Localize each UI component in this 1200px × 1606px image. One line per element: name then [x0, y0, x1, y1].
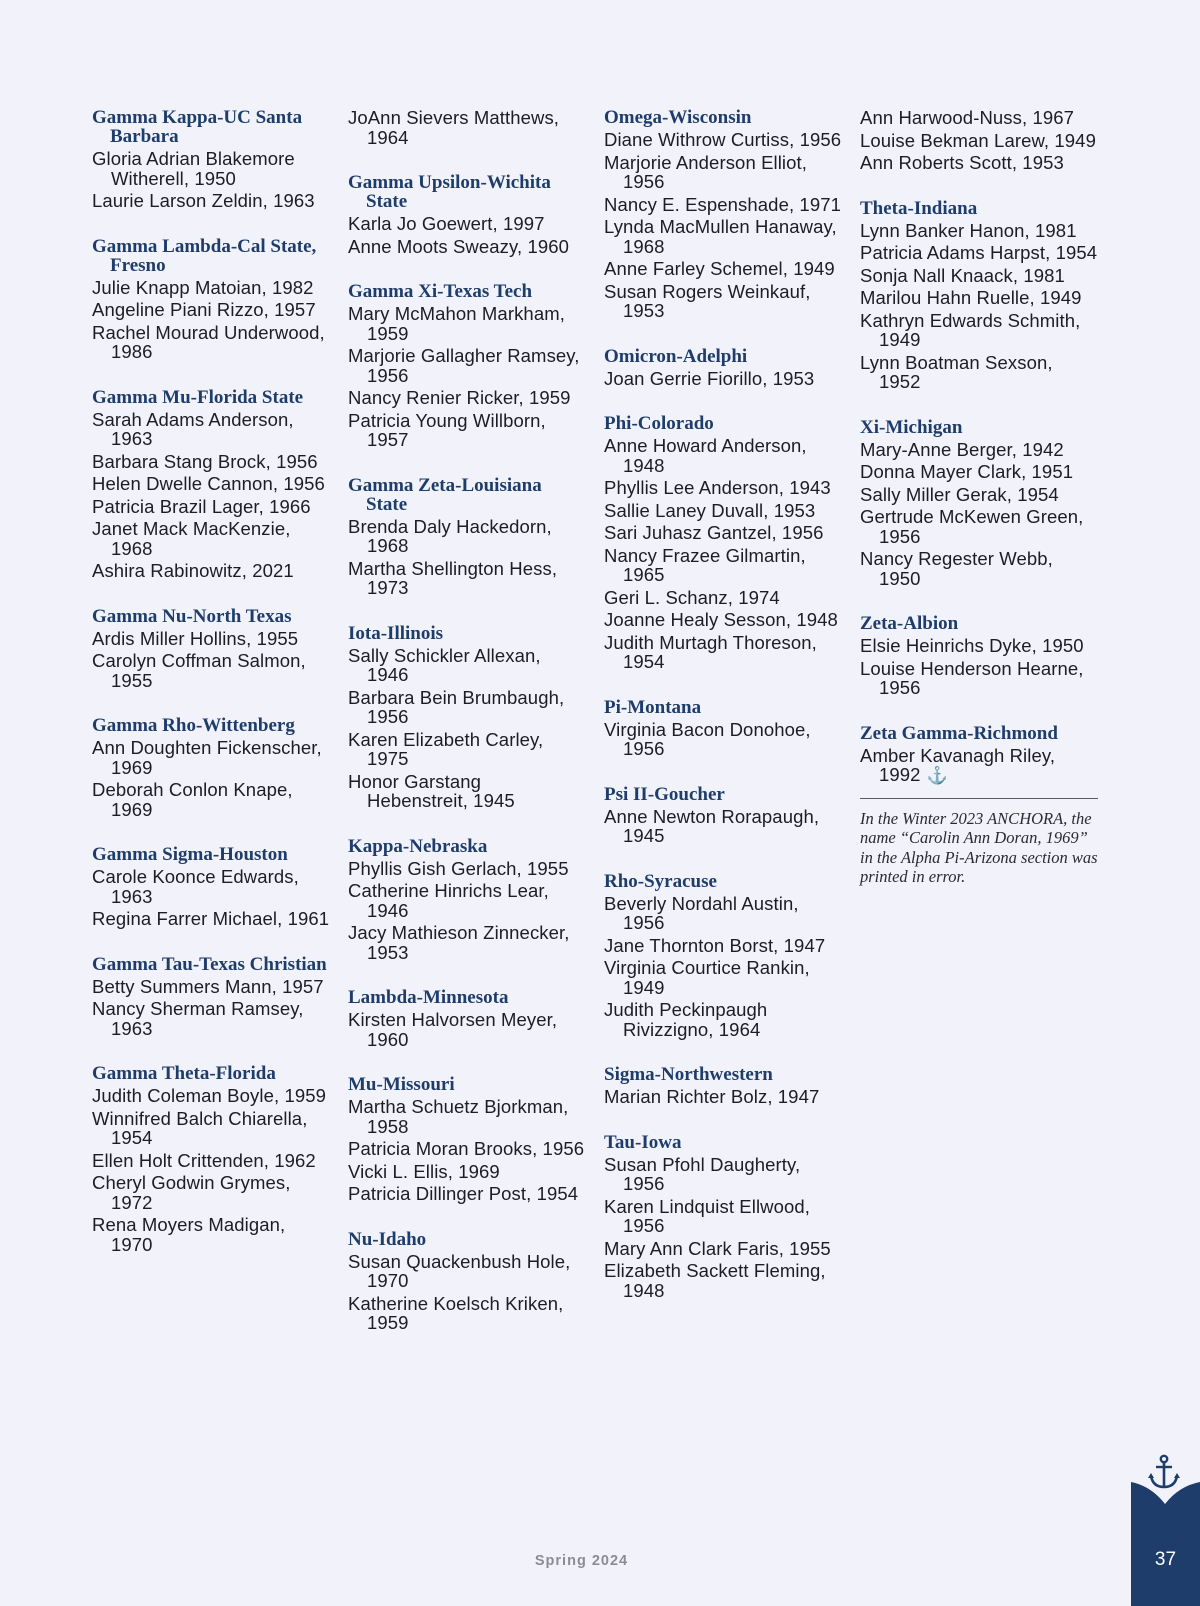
member-entry [604, 1239, 842, 1259]
section-pi-montana [604, 698, 842, 759]
member-entry [92, 561, 330, 581]
member-entry [604, 369, 842, 389]
member-name: Janet Mack MacKenzie, 1968 [92, 518, 291, 559]
member-name: Diane Withrow Curtiss, 1956 [604, 129, 842, 150]
member-name: Patricia Moran Brooks, 1956 [348, 1138, 585, 1159]
member-entry [860, 221, 1098, 241]
member-entry [348, 517, 586, 556]
chapter-heading: Zeta Gamma-Richmond [860, 722, 1058, 744]
member-entry [348, 411, 586, 450]
member-entry [604, 1087, 842, 1107]
member-name: Vicki L. Ellis, 1969 [348, 1160, 500, 1182]
member-name: Marilou Hahn Ruelle, 1949 [860, 287, 1082, 308]
section-gamma-lambda-cal-state-fresno [92, 237, 330, 362]
member-entry [92, 999, 330, 1038]
anchor-icon: ⚓ [926, 766, 948, 785]
member-entry [860, 288, 1098, 308]
member-name: Regina Farrer Michael, 1961 [92, 908, 330, 929]
member-name: Ashira Rabinowitz, 2021 [92, 560, 294, 581]
member-name: Louise Bekman Larew, 1949 [860, 129, 1096, 151]
member-name: Donna Mayer Clark, 1951 [860, 461, 1074, 482]
member-entry [348, 559, 586, 598]
member-name: Jacy Mathieson Zinnecker, 1953 [348, 922, 570, 963]
member-name: Anne Moots Sweazy, 1960 [348, 235, 570, 257]
member-entry [348, 388, 586, 408]
member-name: Karla Jo Goewert, 1997 [348, 213, 545, 234]
member-entry [604, 807, 842, 846]
member-entry [348, 304, 586, 343]
member-name: Nancy Sherman Ramsey, 1963 [92, 998, 304, 1039]
member-name: Karen Elizabeth Carley, 1975 [348, 728, 544, 769]
member-entry [604, 478, 842, 498]
section-gamma-zeta-louisiana-state [348, 476, 586, 598]
chapter-heading: Gamma Rho-Wittenberg [92, 715, 295, 736]
member-name: Rachel Mourad Underwood, 1986 [92, 321, 325, 362]
member-name: Julie Knapp Matoian, 1982 [92, 276, 314, 298]
member-name: Cheryl Godwin Grymes, 1972 [92, 1172, 291, 1213]
member-name: Sarah Adams Anderson, 1963 [92, 408, 294, 449]
member-entry [348, 237, 586, 257]
section-gamma-xi-texas-tech [348, 282, 586, 450]
chapter-heading: Zeta-Albion [860, 613, 959, 634]
member-name: Phyllis Gish Gerlach, 1955 [348, 857, 569, 879]
column-3 [604, 108, 842, 1303]
section-lambda-minnesota [348, 988, 586, 1049]
member-name: Marian Richter Bolz, 1947 [604, 1086, 820, 1107]
member-name: Judith Coleman Boyle, 1959 [92, 1085, 326, 1106]
chapter-heading: Gamma Mu-Florida State [92, 386, 304, 408]
member-entry [348, 923, 586, 962]
member-entry [860, 353, 1098, 392]
member-name: Sally Miller Gerak, 1954 [860, 483, 1059, 505]
member-entry [604, 259, 842, 279]
section-gamma-upsilon-wichita-state [348, 173, 586, 256]
chapter-heading: Pi-Montana [604, 696, 702, 718]
member-name: Elsie Heinrichs Dyke, 1950 [860, 635, 1084, 656]
member-entry [604, 436, 842, 475]
section-nu-idaho [348, 1230, 586, 1333]
member-entry [92, 867, 330, 906]
member-entry [604, 1000, 842, 1039]
column-4 [860, 108, 1098, 887]
member-name: Kirsten Halvorsen Meyer, 1960 [348, 1009, 558, 1050]
chapter-heading: Iota-Illinois [348, 622, 444, 644]
member-name: Elizabeth Sackett Fleming, 1948 [604, 1260, 826, 1301]
member-entry [860, 108, 1098, 128]
chapter-heading: Theta-Indiana [860, 197, 978, 219]
member-entry [92, 1215, 330, 1254]
section-zeta-gamma-richmond [860, 724, 1098, 786]
member-name: Mary-Anne Berger, 1942 [860, 438, 1064, 460]
member-entry [92, 1151, 330, 1171]
member-name: Catherine Hinrichs Lear, 1946 [348, 880, 549, 921]
member-name: Ann Roberts Scott, 1953 [860, 152, 1064, 173]
section-sigma-northwestern [604, 1065, 842, 1107]
member-name: Katherine Koelsch Kriken, 1959 [348, 1292, 564, 1333]
member-entry [92, 149, 330, 188]
member-entry [92, 1173, 330, 1212]
member-entry [604, 546, 842, 585]
member-name: Ardis Miller Hollins, 1955 [92, 627, 299, 649]
member-name: JoAnn Sievers Matthews, 1964 [348, 107, 560, 148]
member-entry [860, 659, 1098, 698]
column-4-list [860, 108, 1098, 786]
member-entry [860, 636, 1098, 656]
chapter-heading: Omega-Wisconsin [604, 107, 752, 128]
member-name: Virginia Courtice Rankin, 1949 [604, 957, 810, 998]
member-name: Anne Farley Schemel, 1949 [604, 258, 835, 279]
member-entry [860, 549, 1098, 588]
chapter-heading: Gamma Nu-North Texas [92, 605, 292, 627]
member-name: Patricia Brazil Lager, 1966 [92, 495, 311, 517]
chapter-heading: Psi II-Goucher [604, 783, 725, 805]
member-name: Susan Rogers Weinkauf, 1953 [604, 280, 811, 321]
member-entry [92, 452, 330, 472]
member-entry [860, 243, 1098, 263]
member-entry [604, 523, 842, 543]
member-entry [92, 909, 330, 929]
member-entry [92, 497, 330, 517]
member-name: Susan Quackenbush Hole, 1970 [348, 1250, 571, 1291]
chapter-heading: Xi-Michigan [860, 416, 963, 438]
member-name: Phyllis Lee Anderson, 1943 [604, 477, 831, 498]
member-name: Carole Koonce Edwards, 1963 [92, 866, 299, 907]
section-phi-colorado [604, 414, 842, 672]
member-entry [348, 108, 586, 147]
member-entry [604, 282, 842, 321]
section-rho-syracuse [604, 872, 842, 1040]
member-name: Lynda MacMullen Hanaway, 1968 [604, 216, 837, 257]
section-gamma-kappa-uc-santa-barbara [92, 108, 330, 211]
member-entry [92, 323, 330, 362]
member-entry [604, 1155, 842, 1194]
chapter-heading: Mu-Missouri [348, 1074, 455, 1095]
member-name: Lynn Boatman Sexson, 1952 [860, 351, 1053, 392]
member-entry [604, 1261, 842, 1300]
member-name: Carolyn Coffman Salmon, 1955 [92, 650, 306, 691]
member-name: Judith Peckinpaugh Rivizzigno, 1964 [604, 999, 768, 1040]
footer-issue: Spring 2024 [534, 1553, 629, 1569]
member-entry [860, 131, 1098, 151]
chapter-heading: Tau-Iowa [604, 1131, 682, 1153]
member-name: Louise Henderson Hearne, 1956 [860, 657, 1084, 698]
member-entry [348, 346, 586, 385]
member-name: Marjorie Gallagher Ramsey, 1956 [348, 345, 580, 386]
chapter-heading: Gamma Theta-Florida [92, 1063, 276, 1084]
member-entry [604, 610, 842, 630]
member-name: Patricia Dillinger Post, 1954 [348, 1183, 579, 1204]
member-entry [92, 629, 330, 649]
member-name: Gloria Adrian Blakemore Witherell, 1950 [92, 148, 295, 189]
section-omega-wisconsin [604, 108, 842, 321]
chapter-heading: Sigma-Northwestern [604, 1064, 773, 1085]
member-entry [348, 1252, 586, 1291]
section-gamma-nu-north-texas [92, 607, 330, 691]
member-entry [860, 311, 1098, 350]
member-entry [348, 881, 586, 920]
member-name: Geri L. Schanz, 1974 [604, 586, 780, 608]
member-entry [348, 1184, 586, 1204]
member-entry [860, 746, 1098, 786]
member-name: Sally Schickler Allexan, 1946 [348, 644, 541, 685]
member-name: Martha Shellington Hess, 1973 [348, 557, 558, 598]
chapter-heading: Gamma Tau-Texas Christian [92, 953, 327, 975]
member-name: Nancy Frazee Gilmartin, 1965 [604, 544, 806, 585]
chapter-heading: Lambda-Minnesota [348, 987, 509, 1008]
member-name: Joanne Healy Sesson, 1948 [604, 609, 838, 630]
member-entry [604, 195, 842, 215]
member-entry [604, 720, 842, 759]
member-name: Amber Kavanagh Riley, 1992 [860, 744, 1056, 785]
member-name: Gertrude McKewen Green, 1956 [860, 506, 1084, 547]
member-entry [860, 153, 1098, 173]
correction-note: In the Winter 2023 ANCHORA, the name “Carolin Ann Doran, 1969” in the Alpha Pi-Arizona section was printed in error. [860, 808, 1098, 886]
section-iota-illinois [348, 624, 586, 811]
chapter-heading: Gamma Sigma-Houston [92, 844, 288, 865]
member-name: Susan Pfohl Daugherty, 1956 [604, 1153, 801, 1194]
member-entry [92, 1086, 330, 1106]
section-mu-missouri [348, 1075, 586, 1204]
member-name: Honor Garstang Hebenstreit, 1945 [348, 770, 515, 811]
section-xi-michigan [860, 418, 1098, 589]
member-entry [92, 738, 330, 777]
section-tau-iowa [604, 1133, 842, 1301]
member-name: Lynn Banker Hanon, 1981 [860, 219, 1077, 241]
member-name: Anne Newton Rorapaugh, 1945 [604, 805, 820, 846]
member-name: Brenda Daly Hackedorn, 1968 [348, 515, 552, 556]
member-name: Barbara Stang Brock, 1956 [92, 450, 318, 472]
chapter-heading: Rho-Syracuse [604, 870, 717, 892]
member-name: Martha Schuetz Bjorkman, 1958 [348, 1096, 569, 1137]
member-entry [860, 266, 1098, 286]
member-entry [860, 507, 1098, 546]
member-name: Helen Dwelle Cannon, 1956 [92, 473, 325, 494]
member-name: Sallie Laney Duvall, 1953 [604, 499, 816, 521]
member-entry [348, 859, 586, 879]
member-entry [604, 588, 842, 608]
member-entry [348, 1010, 586, 1049]
column-2 [348, 108, 586, 1336]
member-entry [92, 474, 330, 494]
member-entry [348, 772, 586, 811]
member-entry [92, 410, 330, 449]
member-name: Deborah Conlon Knape, 1969 [92, 779, 293, 820]
member-name: Laurie Larson Zeldin, 1963 [92, 190, 315, 211]
member-name: Sonja Nall Knaack, 1981 [860, 264, 1065, 286]
page-number: 37 [1154, 1549, 1177, 1570]
section-gamma-mu-florida-state [92, 388, 330, 581]
member-name: Sari Juhasz Gantzel, 1956 [604, 522, 824, 543]
member-name: Jane Thornton Borst, 1947 [604, 934, 826, 956]
member-name: Betty Summers Mann, 1957 [92, 975, 324, 997]
member-name: Kathryn Edwards Schmith, 1949 [860, 309, 1081, 350]
member-entry [348, 688, 586, 727]
member-entry [92, 278, 330, 298]
member-entry [860, 440, 1098, 460]
member-entry [604, 501, 842, 521]
chapter-heading: Gamma Kappa-UC Santa Barbara [92, 107, 303, 147]
member-entry [604, 936, 842, 956]
member-entry [348, 730, 586, 769]
chapter-heading: Gamma Lambda-Cal State, Fresno [92, 235, 317, 276]
member-name: Mary Ann Clark Faris, 1955 [604, 1237, 831, 1259]
section-omicron-adelphi [604, 347, 842, 389]
chapter-heading: Omicron-Adelphi [604, 345, 748, 367]
member-entry [92, 977, 330, 997]
member-entry [604, 153, 842, 192]
page-tab [1131, 1482, 1200, 1606]
member-entry [348, 1294, 586, 1333]
member-entry [92, 519, 330, 558]
section-continued [348, 108, 586, 147]
member-entry [92, 191, 330, 211]
member-entry [860, 462, 1098, 482]
member-name: Winnifred Balch Chiarella, 1954 [92, 1107, 308, 1148]
member-entry [604, 217, 842, 256]
member-entry [604, 130, 842, 150]
member-name: Marjorie Anderson Elliot, 1956 [604, 151, 808, 192]
member-entry [604, 958, 842, 997]
member-name: Virginia Bacon Donohoe, 1956 [604, 718, 811, 759]
chapter-heading: Gamma Upsilon-Wichita State [348, 172, 551, 212]
section-gamma-theta-florida [92, 1064, 330, 1254]
chapter-heading: Gamma Xi-Texas Tech [348, 281, 533, 302]
section-psi-ii-goucher [604, 785, 842, 846]
member-name: Barbara Bein Brumbaugh, 1956 [348, 686, 565, 727]
section-kappa-nebraska [348, 837, 586, 963]
column-1 [92, 108, 330, 1257]
member-entry [348, 1097, 586, 1136]
chapter-heading: Gamma Zeta-Louisiana State [348, 474, 542, 515]
member-entry [92, 780, 330, 819]
member-entry [860, 485, 1098, 505]
chapter-heading: Nu-Idaho [348, 1228, 427, 1250]
member-name: Angeline Piani Rizzo, 1957 [92, 299, 316, 320]
chapter-heading: Phi-Colorado [604, 413, 714, 434]
member-entry [92, 1109, 330, 1148]
section-zeta-albion [860, 614, 1098, 698]
member-name: Patricia Young Willborn, 1957 [348, 409, 546, 450]
member-name: Mary McMahon Markham, 1959 [348, 303, 565, 344]
section-gamma-sigma-houston [92, 845, 330, 929]
member-name: Rena Moyers Madigan, 1970 [92, 1214, 286, 1255]
member-entry [348, 1162, 586, 1182]
member-name: Ann Harwood-Nuss, 1967 [860, 107, 1075, 128]
member-name: Nancy Renier Ricker, 1959 [348, 387, 571, 408]
member-name: Nancy E. Espenshade, 1971 [604, 193, 841, 215]
member-entry [92, 651, 330, 690]
member-name: Nancy Regester Webb, 1950 [860, 548, 1053, 589]
member-name: Joan Gerrie Fiorillo, 1953 [604, 367, 815, 389]
member-entry [348, 214, 586, 234]
member-name: Judith Murtagh Thoreson, 1954 [604, 631, 817, 672]
section-gamma-rho-wittenberg [92, 716, 330, 819]
member-entry [604, 633, 842, 672]
member-entry [92, 300, 330, 320]
member-name: Ann Doughten Fickenscher, 1969 [92, 737, 322, 778]
member-name: Anne Howard Anderson, 1948 [604, 435, 807, 476]
member-entry [604, 894, 842, 933]
section-gamma-tau-texas-christian [92, 955, 330, 1039]
section-continued [860, 108, 1098, 173]
member-entry [348, 1139, 586, 1159]
member-name: Ellen Holt Crittenden, 1962 [92, 1149, 316, 1171]
divider [860, 798, 1098, 799]
member-name: Beverly Nordahl Austin, 1956 [604, 892, 799, 933]
section-theta-indiana [860, 199, 1098, 392]
member-name: Patricia Adams Harpst, 1954 [860, 242, 1098, 263]
member-entry [348, 646, 586, 685]
member-entry [604, 1197, 842, 1236]
chapter-heading: Kappa-Nebraska [348, 835, 488, 857]
member-name: Karen Lindquist Ellwood, 1956 [604, 1195, 811, 1236]
